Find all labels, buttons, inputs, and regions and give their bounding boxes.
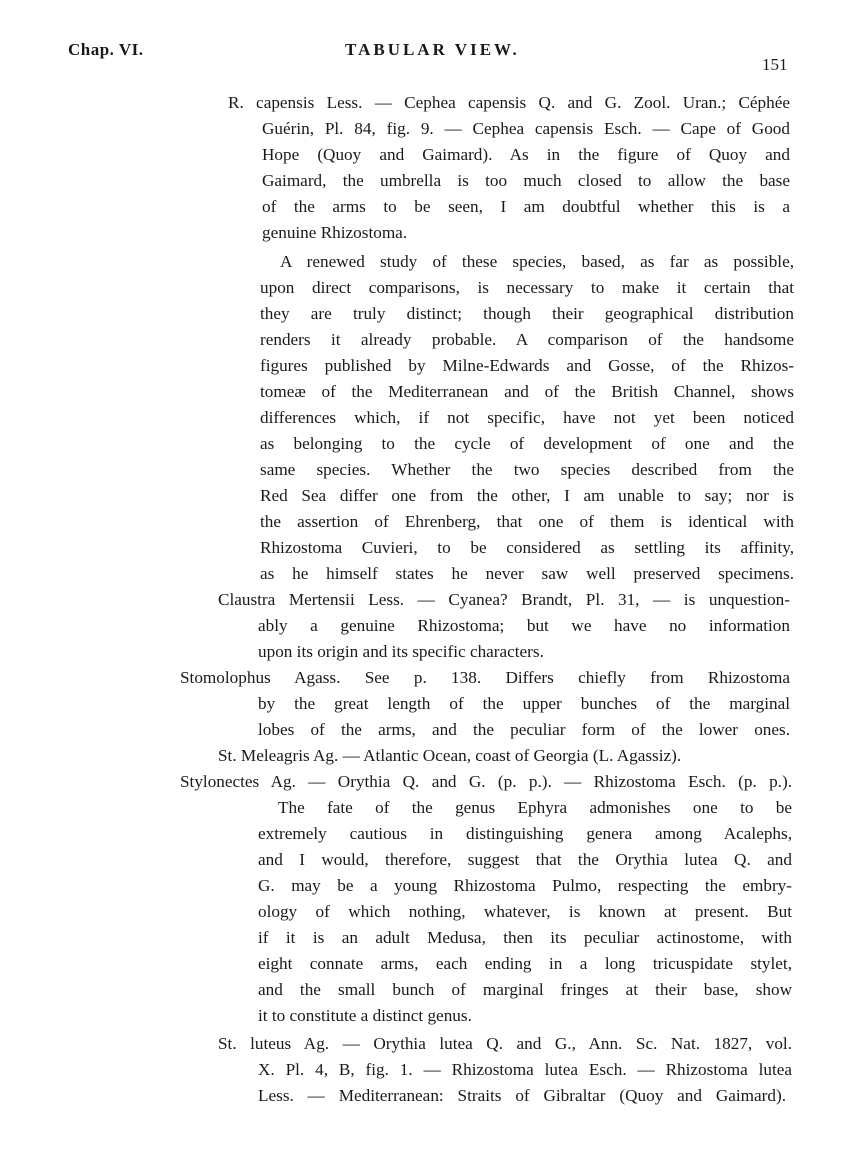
text-line: genuine Rhizostoma. xyxy=(262,223,408,242)
text-line: ably a genuine Rhizostoma; but we have no information xyxy=(258,616,790,635)
text-line: G. may be a young Rhizostoma Pulmo, respecting the embry- xyxy=(258,876,792,895)
text-line: of the arms to be seen, I am doubtful whether this is a xyxy=(262,197,790,216)
text-line: Red Sea differ one from the other, I am unable to say; nor is xyxy=(260,486,794,505)
text-line: as he himself states he never saw well preserved specimens. xyxy=(260,564,794,583)
page-number: 151 xyxy=(762,55,788,74)
text-line: and the small bunch of marginal fringes at their base, show xyxy=(258,980,792,999)
text-line: Less. — Mediterranean: Straits of Gibraltar (Quoy and Gaimard). xyxy=(258,1086,786,1105)
text-line: differences which, if not specific, have not yet been noticed xyxy=(260,408,794,427)
text-line: upon direct comparisons, is necessary to make it certain that xyxy=(260,278,794,297)
genus-entry: Stylonectes Ag. — Orythia Q. and G. (p. p.). — Rhizostoma Esch. (p. p.). xyxy=(180,772,792,791)
text-line: tomeæ of the Mediterranean and of the British Channel, shows xyxy=(260,382,794,401)
text-line: as belonging to the cycle of development of one and the xyxy=(260,434,794,453)
text-line: Hope (Quoy and Gaimard). As in the figure of Quoy and xyxy=(262,145,790,164)
text-line: by the great length of the upper bunches of the marginal xyxy=(258,694,790,713)
text-line: Guérin, Pl. 84, fig. 9. — Cephea capensis Esch. — Cape of Good xyxy=(262,119,790,138)
text-line: X. Pl. 4, B, fig. 1. — Rhizostoma lutea Esch. — Rhizostoma lutea xyxy=(258,1060,792,1079)
text-line: extremely cautious in distinguishing genera among Acalephs, xyxy=(258,824,792,843)
text-line: R. capensis Less. — Cephea capensis Q. and G. Zool. Uran.; Céphée xyxy=(228,93,790,112)
text-line: upon its origin and its specific characters. xyxy=(258,642,544,661)
text-line: it to constitute a distinct genus. xyxy=(258,1006,472,1025)
text-line: Gaimard, the umbrella is too much closed to allow the base xyxy=(262,171,790,190)
text-line: they are truly distinct; though their geographical distribution xyxy=(260,304,794,323)
text-line: The fate of the genus Ephyra admonishes one to be xyxy=(278,798,792,817)
running-title: TABULAR VIEW. xyxy=(345,40,520,59)
text-line: Rhizostoma Cuvieri, to be considered as settling its affinity, xyxy=(260,538,794,557)
text-line: same species. Whether the two species described from the xyxy=(260,460,794,479)
text-line: and I would, therefore, suggest that the Orythia lutea Q. and xyxy=(258,850,792,869)
chapter-heading: Chap. VI. xyxy=(68,40,144,59)
genus-entry: Stomolophus Agass. See p. 138. Differs chiefly from Rhizostoma xyxy=(180,668,790,687)
text-line: lobes of the arms, and the peculiar form of the lower ones. xyxy=(258,720,790,739)
text-line: Claustra Mertensii Less. — Cyanea? Brandt, Pl. 31, — is unquestion- xyxy=(218,590,790,609)
species-entry: St. Meleagris Ag. — Atlantic Ocean, coast of Georgia (L. Agassiz). xyxy=(218,746,682,765)
text-line: renders it already probable. A comparison of the handsome xyxy=(260,330,794,349)
species-entry: St. luteus Ag. — Orythia lutea Q. and G., Ann. Sc. Nat. 1827, vol. xyxy=(218,1034,792,1053)
text-line: A renewed study of these species, based, as far as possible, xyxy=(280,252,794,271)
text-line: the assertion of Ehrenberg, that one of them is identical with xyxy=(260,512,794,531)
text-line: eight connate arms, each ending in a long tricuspidate stylet, xyxy=(258,954,792,973)
text-line: if it is an adult Medusa, then its peculiar actinostome, with xyxy=(258,928,792,947)
text-line: ology of which nothing, whatever, is known at present. But xyxy=(258,902,792,921)
text-line: figures published by Milne-Edwards and Gosse, of the Rhizos- xyxy=(260,356,794,375)
